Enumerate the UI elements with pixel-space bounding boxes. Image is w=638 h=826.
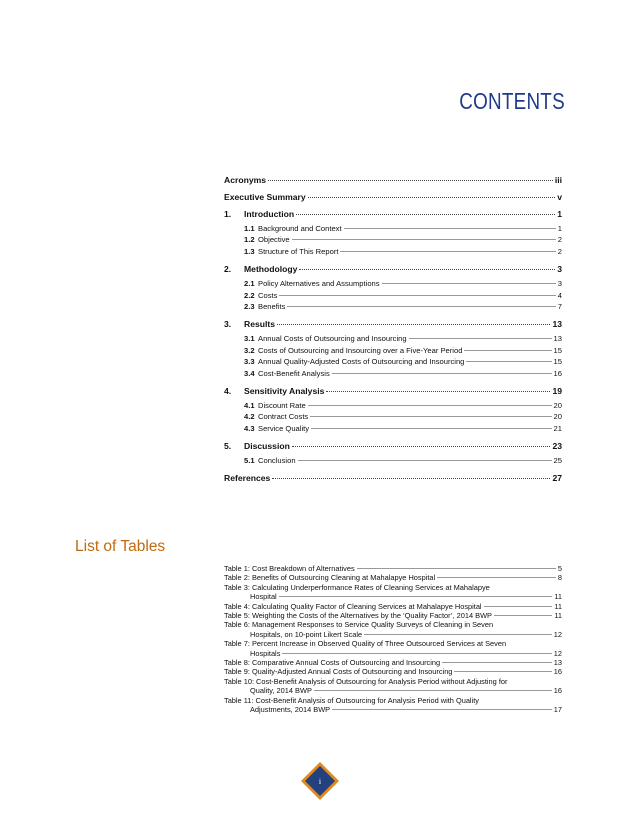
table-list-item[interactable]: [224, 639, 562, 658]
table-caption: Table 1: Cost Breakdown of Alternatives: [224, 564, 355, 573]
table-page: 11: [554, 592, 562, 602]
toc-leader: [382, 283, 556, 284]
toc-section[interactable]: [224, 264, 562, 275]
table-caption-continued: Adjustments, 2014 BWP: [250, 705, 331, 715]
toc-page: 20: [553, 412, 562, 422]
table-leader: [357, 568, 556, 569]
toc-leader: [409, 338, 552, 339]
toc-subsection[interactable]: [224, 346, 562, 357]
table-leader: [454, 671, 551, 672]
toc-page: 19: [552, 385, 562, 396]
toc-number: 2.2: [244, 290, 255, 300]
table-leader: [494, 615, 552, 616]
toc-section[interactable]: [224, 192, 562, 203]
toc-subsection[interactable]: [224, 424, 562, 435]
toc-leader: [296, 214, 555, 215]
toc-number: 1.3: [244, 246, 255, 256]
toc-section[interactable]: [224, 209, 562, 220]
toc-page: 16: [553, 368, 562, 378]
toc-label: Contract Costs: [258, 412, 309, 422]
toc-label: Annual Costs of Outsourcing and Insourcing: [258, 334, 407, 344]
table-caption-continued: Hospital: [250, 592, 277, 602]
table-page: 12: [553, 648, 562, 658]
table-of-contents: [224, 175, 562, 484]
toc-label: Acronyms: [224, 175, 267, 185]
toc-number: 3.4: [244, 368, 255, 378]
toc-page: 13: [553, 334, 562, 344]
toc-page: 1: [557, 209, 562, 219]
toc-number: 1.1: [244, 224, 255, 233]
toc-subsection[interactable]: [224, 412, 562, 423]
toc-label: Background and Context: [258, 224, 342, 233]
toc-subsection[interactable]: [224, 247, 562, 258]
list-of-tables-title: List of Tables: [75, 538, 166, 555]
toc-label: Objective: [258, 235, 290, 245]
toc-subsection[interactable]: [224, 357, 562, 368]
toc-number: 3.2: [244, 345, 255, 355]
toc-page: 23: [552, 441, 562, 452]
toc-page: 15: [553, 357, 562, 367]
toc-page: 3: [557, 264, 562, 275]
table-caption: Table 10: Cost-Benefit Analysis of Outsourcing for Analysis Period without Adjusting for: [224, 676, 508, 686]
table-list-item[interactable]: [224, 696, 562, 715]
table-caption: Table 9: Quality-Adjusted Annual Costs of Outsourcing and Insourcing: [224, 667, 453, 677]
toc-leader: [277, 324, 550, 325]
toc-label: Conclusion: [258, 456, 296, 466]
table-page: 17: [553, 705, 562, 715]
toc-number: 3.3: [244, 357, 255, 367]
toc-leader: [464, 350, 551, 351]
toc-leader: [308, 197, 556, 198]
toc-subsection[interactable]: [224, 369, 562, 380]
toc-page: 1: [557, 224, 562, 233]
toc-page: v: [557, 192, 562, 202]
toc-label: Structure of This Report: [258, 246, 339, 256]
table-leader: [437, 577, 556, 578]
toc-number: 5.: [224, 441, 232, 452]
toc-number: 1.2: [244, 235, 255, 245]
toc-section[interactable]: [224, 473, 562, 484]
toc-page: 25: [553, 456, 562, 466]
toc-subsection[interactable]: [224, 291, 562, 302]
toc-label: Cost-Benefit Analysis: [258, 368, 330, 378]
toc-leader: [299, 269, 555, 270]
table-leader: [332, 709, 552, 710]
table-caption: Table 8: Comparative Annual Costs of Outsourcing and Insourcing: [224, 658, 441, 668]
table-leader: [442, 662, 552, 663]
toc-leader: [268, 180, 553, 181]
toc-page: 4: [557, 290, 562, 300]
table-page: 11: [554, 601, 562, 611]
toc-leader: [466, 361, 551, 362]
table-leader: [314, 690, 552, 691]
table-list-item[interactable]: [224, 611, 562, 620]
table-page: 12: [553, 629, 562, 639]
toc-leader: [272, 478, 550, 479]
toc-page: iii: [554, 175, 562, 185]
toc-section[interactable]: [224, 386, 562, 397]
toc-leader: [332, 373, 552, 374]
toc-label: Discussion: [244, 441, 290, 452]
toc-subsection[interactable]: [224, 334, 562, 345]
toc-section[interactable]: [224, 441, 562, 452]
toc-number: 3.1: [244, 334, 255, 344]
toc-page: 27: [552, 473, 562, 484]
toc-label: References: [224, 473, 271, 484]
table-leader: [282, 653, 551, 654]
table-page: 11: [554, 611, 562, 621]
toc-label: Policy Alternatives and Assumptions: [258, 279, 380, 289]
toc-number: 4.3: [244, 423, 255, 433]
table-caption: Table 4: Calculating Quality Factor of Cleaning Services at Mahalapye Hospital: [224, 601, 482, 611]
toc-page: 21: [553, 423, 562, 433]
toc-number: 3.: [224, 319, 232, 330]
toc-number: 1.: [224, 209, 232, 219]
toc-label: Executive Summary: [224, 192, 306, 202]
table-caption: Table 6: Management Responses to Service Quality Surveys of Cleaning in Seven: [224, 620, 494, 630]
table-page: 5: [557, 564, 562, 573]
table-caption: Table 7: Percent Increase in Observed Quality of Three Outsourced Services at Seven: [224, 639, 507, 649]
toc-label: Annual Quality-Adjusted Costs of Outsourcing and Insourcing: [258, 357, 465, 367]
toc-number: 2.3: [244, 301, 255, 311]
toc-leader: [310, 416, 551, 417]
table-leader: [279, 596, 553, 597]
toc-section[interactable]: [224, 319, 562, 330]
table-caption-continued: Hospitals, on 10-point Likert Scale: [250, 629, 363, 639]
toc-number: 5.1: [244, 456, 255, 466]
toc-number: 4.: [224, 385, 232, 396]
diamond-badge-icon: [300, 761, 340, 801]
table-caption: Table 5: Weighting the Costs of the Alternatives by the ‘Quality Factor’, 2014 BWP: [224, 611, 492, 621]
toc-number: 4.1: [244, 400, 255, 410]
toc-page: 2: [557, 246, 562, 256]
toc-label: Sensitivity Analysis: [244, 385, 325, 396]
toc-page: 20: [553, 400, 562, 410]
toc-leader: [298, 460, 552, 461]
toc-section[interactable]: [224, 175, 562, 186]
table-list-item[interactable]: [224, 583, 562, 602]
table-list-item[interactable]: [224, 677, 562, 696]
toc-page: 13: [552, 319, 562, 330]
toc-number: 4.2: [244, 412, 255, 422]
toc-page: 7: [557, 301, 562, 311]
toc-label: Discount Rate: [258, 400, 306, 410]
table-page: 8: [557, 573, 562, 583]
toc-leader: [279, 295, 555, 296]
table-caption: Table 2: Benefits of Outsourcing Cleaning at Mahalapye Hospital: [224, 573, 436, 583]
page-number-badge: [300, 761, 340, 801]
table-list-item[interactable]: [224, 564, 562, 573]
toc-leader: [287, 306, 555, 307]
list-of-tables: [224, 564, 562, 715]
table-caption-continued: Quality, 2014 BWP: [250, 686, 312, 696]
table-list-item[interactable]: [224, 573, 562, 582]
toc-label: Costs: [258, 290, 278, 300]
table-list-item[interactable]: [224, 667, 562, 676]
toc-subsection[interactable]: [224, 401, 562, 412]
toc-leader: [311, 428, 551, 429]
toc-number: 2.1: [244, 279, 255, 289]
table-list-item[interactable]: [224, 620, 562, 639]
toc-page: 3: [557, 279, 562, 289]
toc-page: 2: [557, 235, 562, 245]
toc-page: 15: [553, 345, 562, 355]
toc-label: Introduction: [244, 209, 295, 219]
toc-number: 2.: [224, 264, 232, 275]
toc-label: Methodology: [244, 264, 298, 275]
table-caption: Table 3: Calculating Underperformance Rates of Cleaning Services at Mahalapye: [224, 582, 490, 592]
toc-leader: [344, 228, 556, 229]
toc-leader: [340, 251, 555, 252]
table-page: 13: [553, 658, 562, 668]
toc-subsection[interactable]: [224, 456, 562, 467]
contents-title: CONTENTS: [459, 88, 565, 114]
toc-leader: [292, 239, 556, 240]
toc-leader: [326, 391, 550, 392]
table-leader: [484, 606, 553, 607]
toc-leader: [308, 405, 552, 406]
toc-leader: [292, 446, 551, 447]
toc-label: Service Quality: [258, 423, 310, 433]
table-caption-continued: Hospitals: [250, 648, 281, 658]
table-caption: Table 11: Cost-Benefit Analysis of Outsourcing for Analysis Period with Quality: [224, 695, 479, 705]
page-number: i: [318, 777, 322, 786]
table-page: 16: [553, 667, 562, 677]
toc-label: Costs of Outsourcing and Insourcing over a Five-Year Period: [258, 345, 463, 355]
toc-label: Benefits: [258, 301, 286, 311]
table-list-item[interactable]: [224, 658, 562, 667]
table-list-item[interactable]: [224, 602, 562, 611]
toc-subsection[interactable]: [224, 302, 562, 313]
toc-label: Results: [244, 319, 276, 330]
toc-subsection[interactable]: [224, 235, 562, 246]
toc-subsection[interactable]: [224, 279, 562, 290]
table-page: 16: [553, 686, 562, 696]
table-leader: [364, 634, 552, 635]
toc-subsection[interactable]: [224, 224, 562, 235]
